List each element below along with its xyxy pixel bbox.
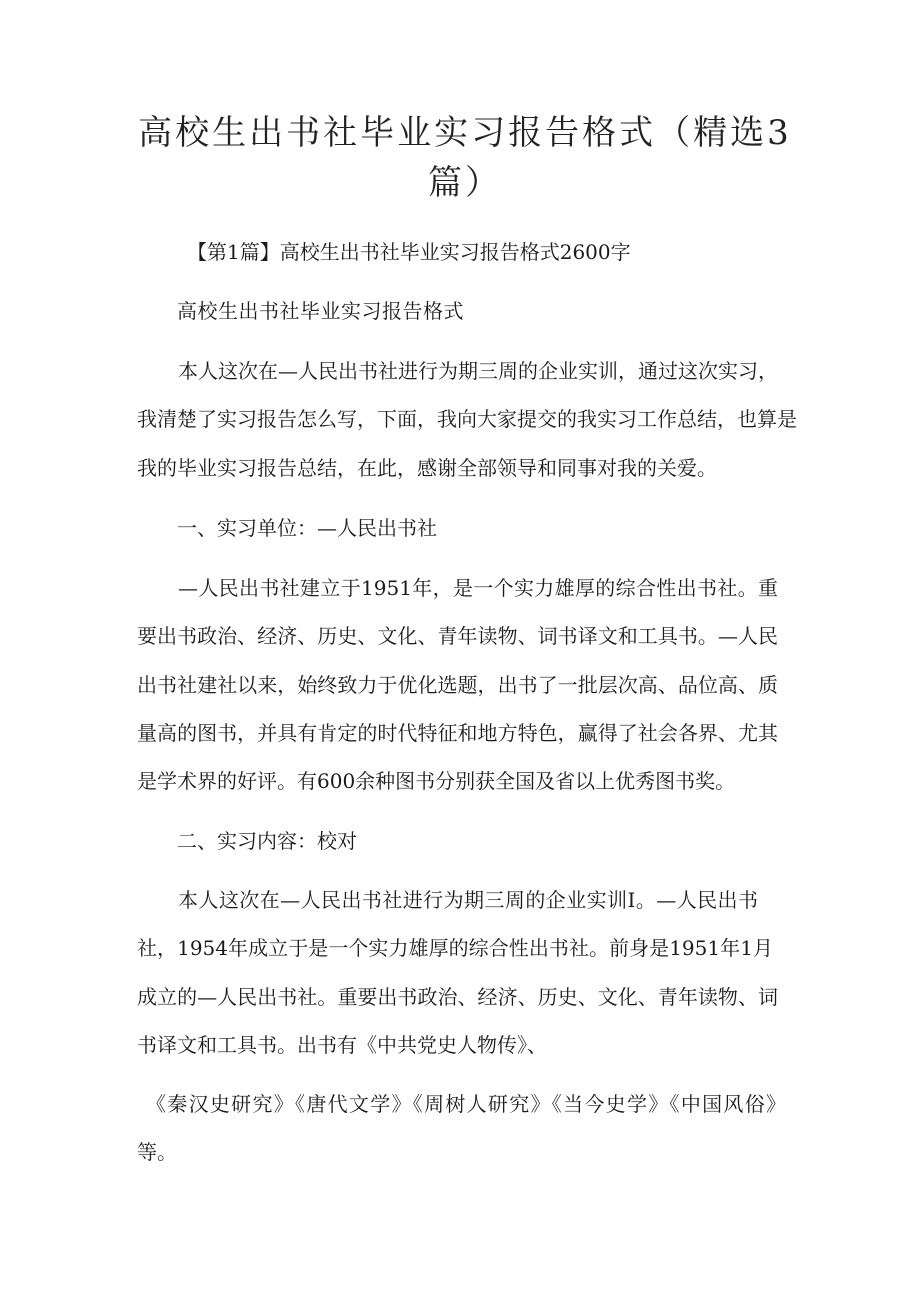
para2-line: 是学术界的好评。有600余种图书分别获全国及省以上优秀图书奖。: [137, 769, 736, 793]
title-line-1: 高校生出书社毕业实习报告格式（精选3: [138, 113, 792, 153]
document-title: [120, 108, 810, 208]
subtitle: 高校生出书社毕业实习报告格式: [177, 299, 464, 323]
heading-internship-content: 二、实习内容：校对: [177, 829, 357, 853]
para1-line: 我清楚了实习报告怎么写，下面，我向大家提交的我实习工作总结，也算是: [137, 407, 797, 431]
para3-line: 书译文和工具书。出书有《中共党史人物传》、: [137, 1033, 547, 1057]
para1-line: 本人这次在—人民出书社进行为期三周的企业实训，通过这次实习，: [178, 359, 778, 383]
para4-line: 《秦汉史研究》《唐代文学》《周树人研究》《当今史学》《中国风俗》: [146, 1092, 786, 1116]
para2-line: 量高的图书，并具有肯定的时代特征和地方特色，赢得了社会各界、尤其: [137, 721, 778, 745]
para1-line: 我的毕业实习报告总结，在此，感谢全部领导和同事对我的关爱。: [137, 456, 717, 480]
para3-line: 成立的—人民出书社。重要出书政治、经济、历史、文化、青年读物、词: [137, 985, 778, 1009]
para3-line: 本人这次在—人民出书社进行为期三周的企业实训I。—人民出书: [178, 888, 758, 912]
title-line-2: 篇）: [428, 163, 502, 203]
para2-line: —人民出书社建立于1951年，是一个实力雄厚的综合性出书社。重: [178, 576, 778, 600]
para2-line: 要出书政治、经济、历史、文化、青年读物、词书译文和工具书。—人民: [137, 624, 778, 648]
para3-line: 社，1954年成立于是一个实力雄厚的综合性出书社。前身是1951年1月: [137, 936, 773, 960]
section-heading: 【第1篇】高校生出书社毕业实习报告格式2600字: [187, 240, 631, 264]
para2-line: 出书社建社以来，始终致力于优化选题，出书了一批层次高、品位高、质: [137, 673, 778, 697]
heading-internship-unit: 一、实习单位：—人民出书社: [177, 516, 437, 540]
para4-line: 等。: [137, 1140, 177, 1164]
